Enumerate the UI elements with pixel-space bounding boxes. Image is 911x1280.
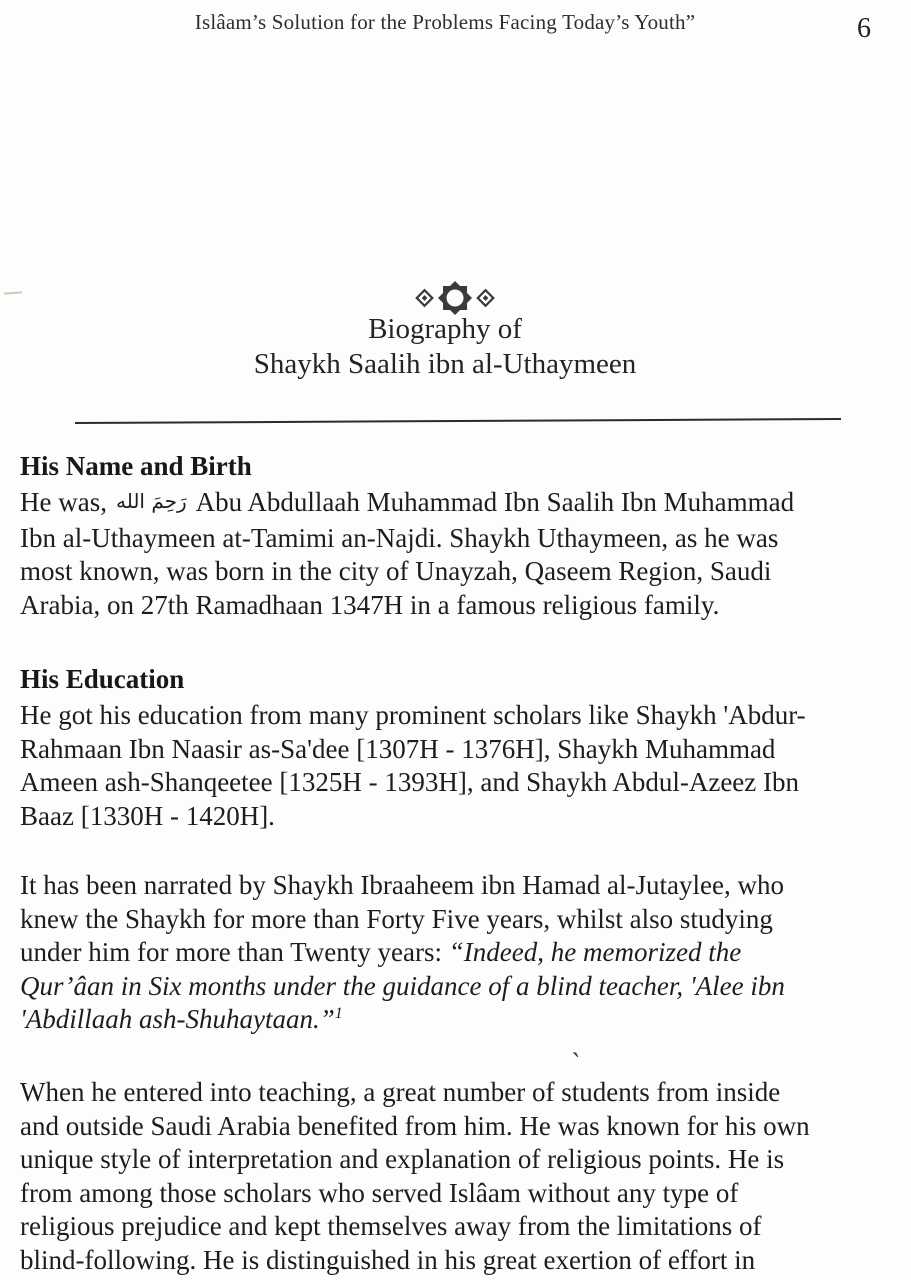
text-line: religious prejudice and kept themselves away from the limitations of <box>20 1211 762 1242</box>
text-line: Baaz [1330H - 1420H]. <box>20 800 275 831</box>
quote-line <box>20 1003 900 1037</box>
text-line <box>20 936 900 970</box>
paragraph-name-birth <box>20 486 900 622</box>
scan-artifact-dash <box>4 291 22 294</box>
text-line: from among those scholars who served Islâam without any type of <box>20 1177 739 1208</box>
chapter-title-line2: Shaykh Saalih ibn al-Uthaymeen <box>253 348 637 380</box>
quote-run: “Indeed, he memorized the <box>448 937 742 968</box>
text-line: He got his education from many prominent scholars like Shaykh 'Abdur- <box>20 700 806 730</box>
paragraph-education <box>20 699 900 833</box>
text-line: knew the Shaykh for more than Forty Five years, whilst also studying <box>20 903 773 934</box>
footnote-marker: 1 <box>334 1005 343 1023</box>
text-line <box>20 486 900 522</box>
text-line: When he entered into teaching, a great number of students from inside <box>20 1077 781 1107</box>
section-heading-education: His Education <box>20 664 185 694</box>
text-line: unique style of interpretation and explanation of religious points. He is <box>20 1144 785 1175</box>
text-line: Ameen ash-Shanqeetee [1325H - 1393H], and Shaykh Abdul-Azeez Ibn <box>20 767 800 798</box>
text-run: Abu Abdullaah Muhammad Ibn Saalih Ibn Muhammad <box>195 487 795 517</box>
star-ornament-svg <box>407 278 503 318</box>
text-run: He was, <box>20 487 107 517</box>
arabic-honorific: رَحِمَ الله <box>115 489 187 513</box>
text-line: Arabia, on 27th Ramadhaan 1347H in a famous religious family. <box>20 589 720 620</box>
text-line: Rahmaan Ibn Naasir as-Sa'dee [1307H - 1376H], Shaykh Muhammad <box>20 733 776 764</box>
scan-artifact-grave-mark: ` <box>567 1047 582 1080</box>
text-line: Ibn al-Uthaymeen at-Tamimi an-Najdi. Shaykh Uthaymeen, as he was <box>20 522 779 553</box>
star-ornament-icon <box>407 278 503 318</box>
paragraph-narration <box>20 869 900 1037</box>
chapter-title-line1: Biography of <box>368 313 522 345</box>
text-line: most known, was born in the city of Unayzah, Qaseem Region, Saudi <box>20 556 772 587</box>
page-number: 6 <box>857 13 871 44</box>
running-header-title: Islâam’s Solution for the Problems Facing Today’s Youth” <box>194 10 696 34</box>
text-line: blind-following. He is distinguished in his great exertion of effort in <box>20 1244 756 1275</box>
divider-rule <box>75 418 841 424</box>
text-line: and outside Saudi Arabia benefited from him. He was known for his own <box>20 1110 810 1141</box>
section-heading-name-birth: His Name and Birth <box>20 451 252 481</box>
text-run: under him for more than Twenty years: <box>20 937 449 968</box>
quote-line: Qur’âan in Six months under the guidance of a blind teacher, 'Alee ibn <box>20 970 785 1001</box>
paragraph-teaching <box>20 1076 900 1278</box>
quote-run: 'Abdillaah ash-Shuhaytaan.” <box>20 1004 335 1035</box>
text-line: It has been narrated by Shaykh Ibraaheem ibn Hamad al-Jutaylee, who <box>20 870 784 900</box>
